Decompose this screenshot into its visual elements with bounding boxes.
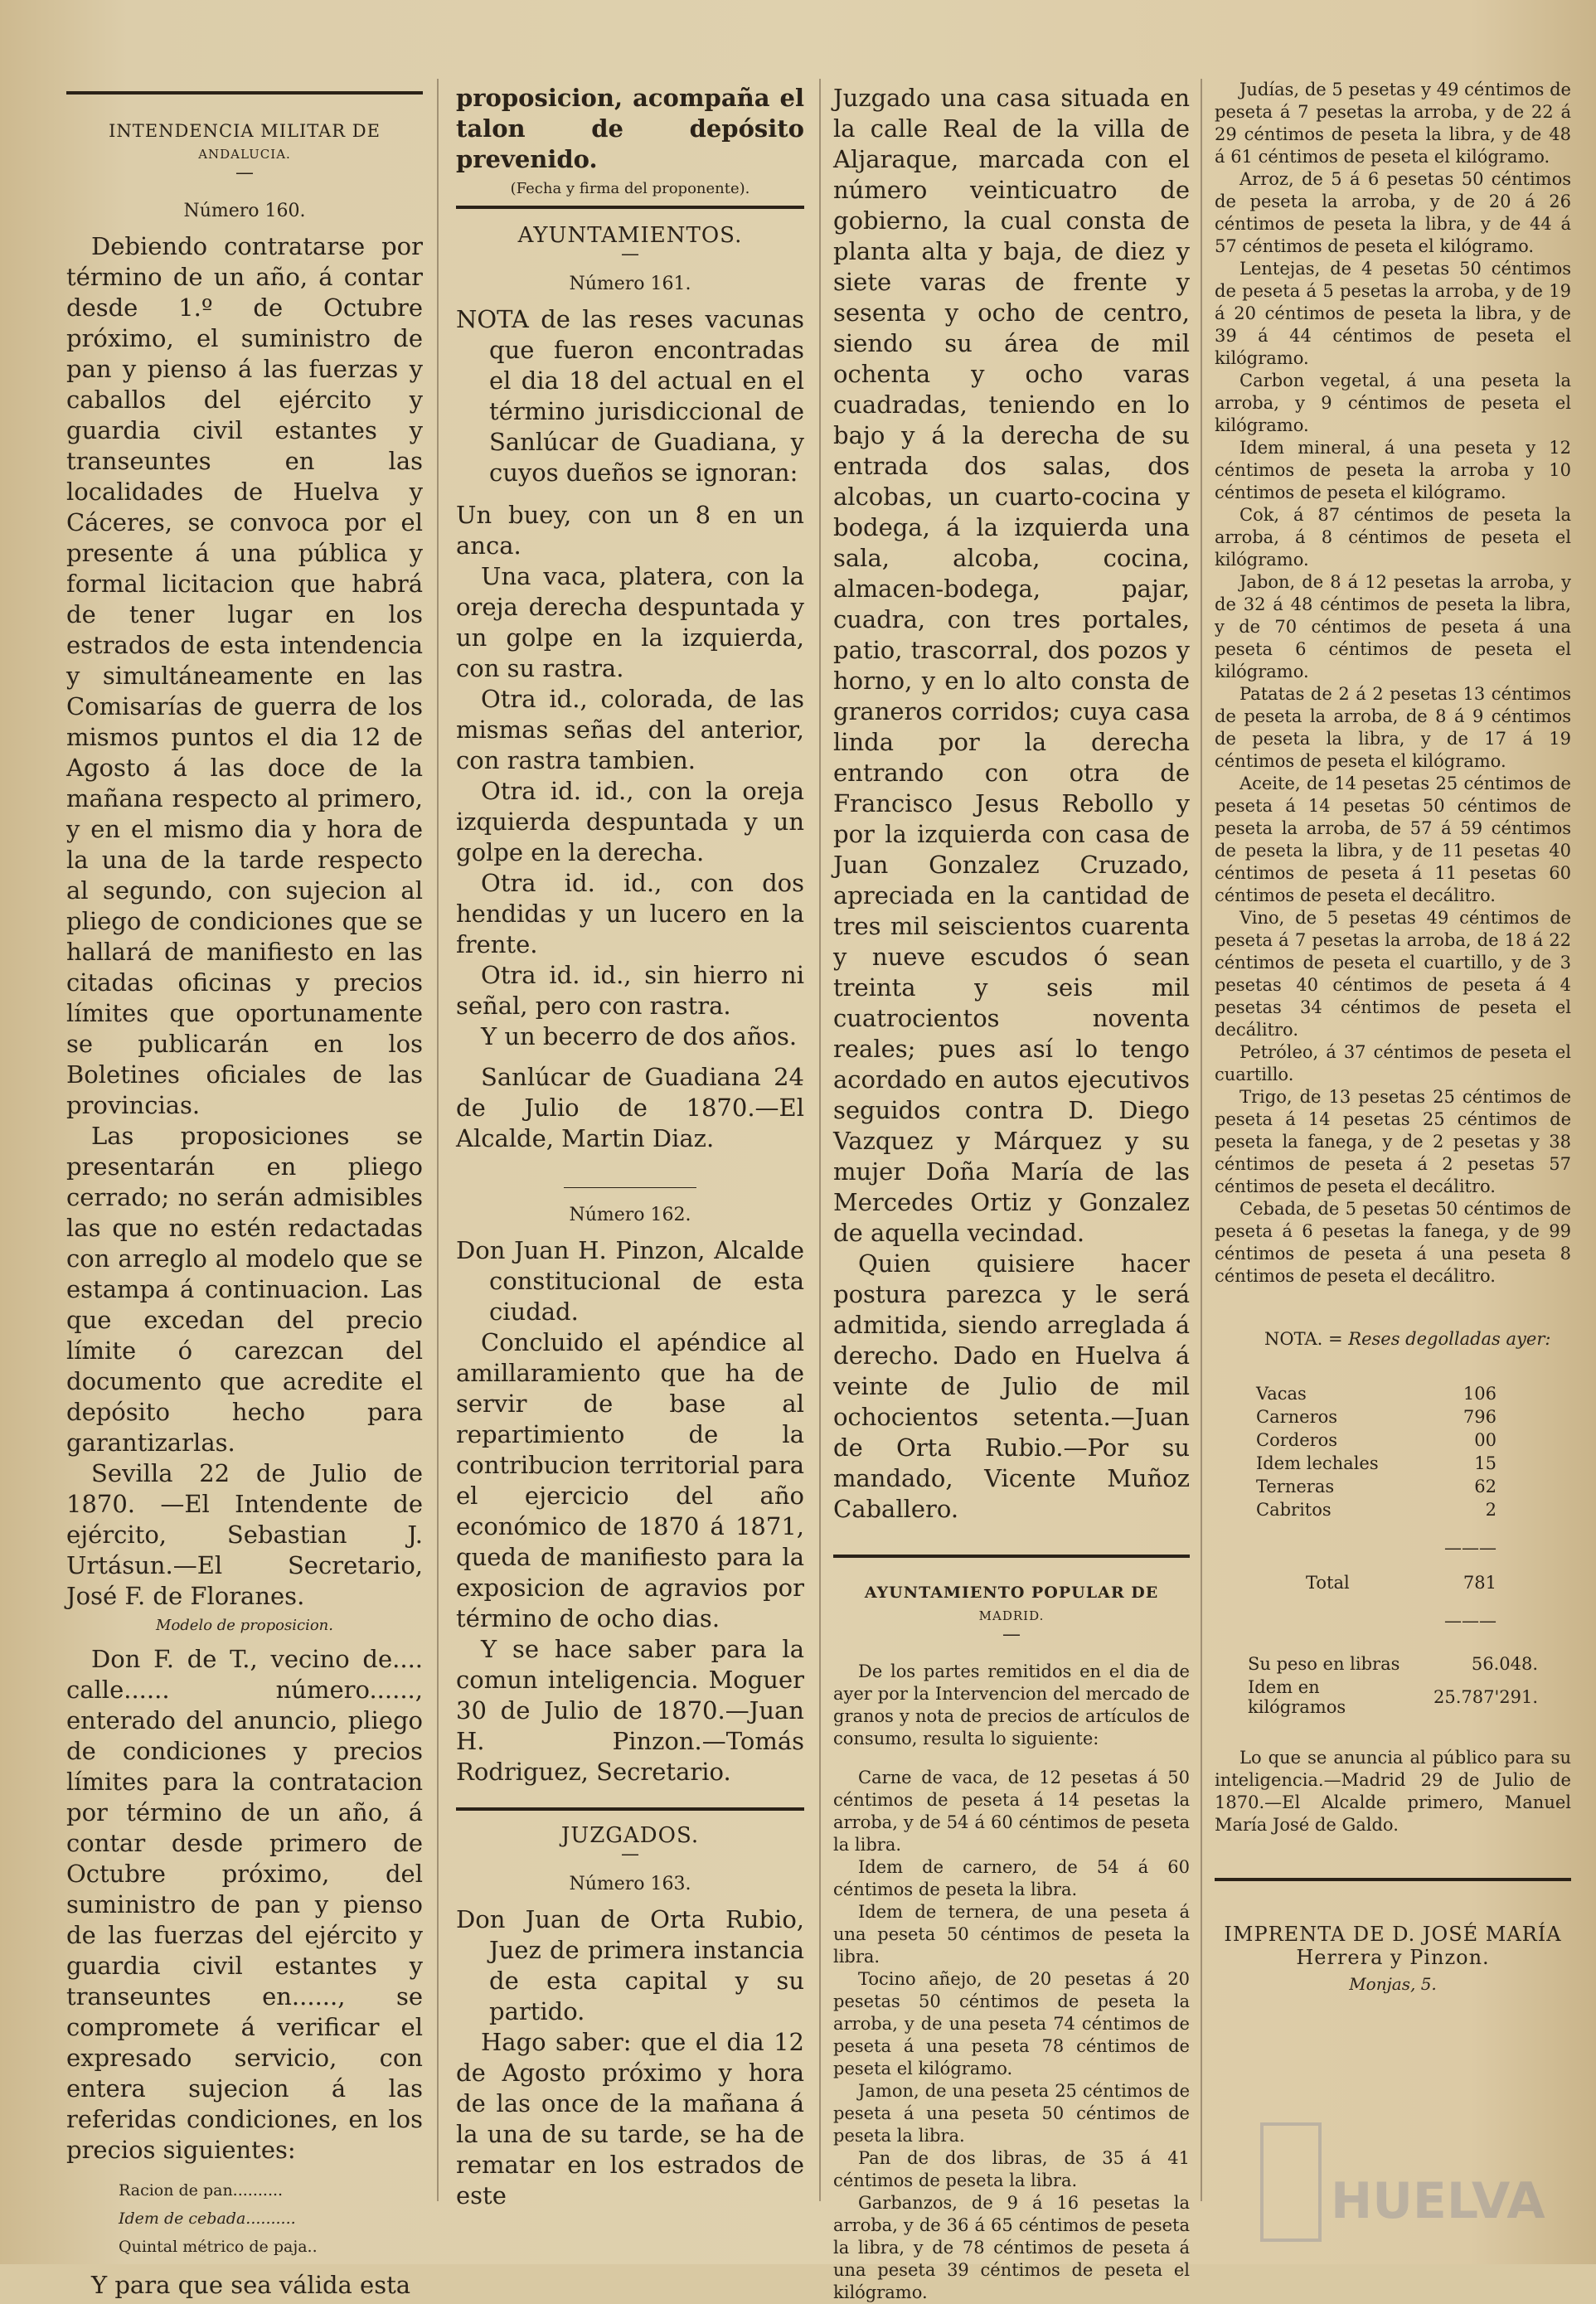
row-value: 00 [1474,1430,1497,1450]
price-item: Cok, á 87 céntimos de peseta la arroba, á 8 céntimos de peseta el kilógramo. [1215,505,1571,570]
notice-number: Número 160. [183,201,306,221]
row-value: 106 [1463,1384,1497,1404]
column-3 [833,83,1190,2304]
notice-number: Número 163. [569,1874,691,1894]
row-value: 25.787'291. [1433,1687,1538,1707]
slaughter-table [1256,1382,1497,1632]
notice-paragraph: Debiendo contratarse por término de un año, á contar desde 1.º de Octubre próximo, el suministro de pan y pienso á las fuerzas y caballos del ejército y guardia civil estantes y transeuntes en las localidades de Huelva y Cáceres, se convoca por el presente á una pública y formal licitacion que habrá de tener lugar en los estrados de esta intendencia y simultáneamente en las Comisarías de guerra de los mismos puntos el dia 12 de Agosto á las doce de la mañana respecto al primero, y en el mismo dia y hora de la una de la tarde respecto al segundo, con sujecion al pliego de condiciones que se hallará de manifiesto en las citadas oficinas y precios límites que oportunamente se publicarán en los Boletines oficiales de las provincias. [66,232,423,1119]
section-heading: INTENDENCIA MILITAR DE [109,121,381,141]
ration-item: Racion de pan.......... [119,2181,284,2200]
total-value: 781 [1463,1573,1497,1593]
ration-item: Quintal métrico de paja.. [119,2238,318,2256]
notice-title: Don Juan H. Pinzon, Alcalde constitucional de esta ciudad. [456,1236,804,1326]
sum-rule: ——— [1444,1538,1497,1558]
price-item: Lentejas, de 4 pesetas 50 céntimos de peseta á 5 pesetas la arroba, y de 19 á 20 céntimos de peseta la libra, y de 39 á 44 céntimos de peseta el kilógramo. [1215,259,1571,368]
table-row [1256,1452,1497,1475]
price-list [833,1767,1190,2304]
row-value: 796 [1463,1407,1497,1427]
price-item: Patatas de 2 á 2 pesetas 13 céntimos de peseta la arroba, de 8 á 9 céntimos de peseta la libra, y de 17 á 19 céntimos de peseta el kilógramo. [1215,684,1571,771]
price-item: Judías, de 5 pesetas y 49 céntimos de peseta á 7 pesetas la arroba, y de 22 á 29 céntimos de peseta la libra, y de 48 á 61 céntimos de peseta el kilógramo. [1215,80,1571,167]
price-item: Idem de carnero, de 54 á 60 céntimos de peseta la libra. [833,1857,1190,1899]
price-item: Jamon, de una peseta 25 céntimos de peseta á una peseta 50 céntimos de peseta la libra. [833,2081,1190,2146]
model-title: Modelo de proposicion. [156,1617,333,1634]
notice-signature: Sanlúcar de Guadiana 24 de Julio de 1870.—El Alcalde, Martin Diaz. [456,1063,804,1152]
printer-imprint: IMPRENTA DE D. JOSÉ MARÍA Herrera y Pinzon. [1224,1923,1562,1969]
cattle-item: Otra id., colorada, de las mismas señas del anterior, con rastra tambien. [456,685,804,774]
section-heading: JUZGADOS. [560,1823,700,1848]
section-subheading: ANDALUCIA. [198,147,291,162]
column-divider [819,79,821,2201]
ration-list [116,2175,320,2262]
total-row [1256,1559,1497,1594]
price-item: Idem mineral, á una peseta y 12 céntimos de peseta la arroba y 10 céntimos de peseta el kilógramo. [1215,438,1571,502]
price-list [1215,79,1571,1288]
price-item: Pan de dos libras, de 35 á 41 céntimos de peseta la libra. [833,2148,1190,2190]
column-divider [437,79,439,2201]
section-heading: AYUNTAMIENTO POPULAR DE [864,1584,1159,1602]
top-rule [66,91,423,95]
signature-note: (Fecha y firma del proponente). [510,180,750,197]
row-label: Terneras [1256,1477,1335,1496]
cattle-item: Una vaca, platera, con la oreja derecha despuntada y un golpe en la izquierda, con su rastra. [456,562,804,682]
total-label: Total [1306,1573,1350,1593]
slaughter-note-heading: NOTA. = Reses degolladas ayer: [1264,1329,1551,1349]
column-4 [1215,79,1571,1994]
section-rule [456,206,804,209]
table-row [1256,1405,1497,1428]
row-label: Carneros [1256,1407,1338,1427]
row-label: Cabritos [1256,1500,1332,1520]
library-stamp [1260,2122,1545,2247]
notice-number: Número 162. [569,1205,691,1225]
printer-address: Monjas, 5. [1349,1974,1437,1994]
nota-subtitle: Reses degolladas ayer: [1348,1329,1551,1349]
price-item: Arroz, de 5 á 6 pesetas 50 céntimos de peseta la arroba, y de 20 á 26 céntimos de peseta la libra, y de 44 á 57 céntimos de peseta el kilógramo. [1215,169,1571,256]
table-row [1248,1652,1538,1676]
closing-paragraph: Lo que se anuncia al público para su inteligencia.—Madrid 29 de Julio de 1870.—El Alcalde primero, Manuel María José de Galdo. [1215,1748,1571,1835]
column-2 [456,83,804,2211]
notice-paragraph: Quien quisiere hacer postura parezca y le será admitida, siendo arreglada á derecho. Dado en Huelva á veinte de Julio de mil ochocientos setenta.—Juan de Orta Rubio.—Por su mandado, Vicente Muñoz Caballero. [833,1249,1190,1523]
section-heading: AYUNTAMIENTOS. [517,223,743,248]
row-label: Corderos [1256,1430,1338,1450]
notice-paragraph: Las proposiciones se presentarán en pliego cerrado; no serán admisibles las que no estén redactadas con arreglo al modelo que se estampa á continuacion. Las que excedan del precio límite ó carezcan del documento que acredite el depósito hecho para garantizarlas. [66,1122,423,1457]
cattle-item: Otra id. id., con la oreja izquierda despuntada y un golpe en la derecha. [456,777,804,866]
row-label: Idem lechales [1256,1453,1379,1473]
separator: — [621,1844,639,1865]
separator-rule [564,1187,696,1188]
row-value: 56.048. [1471,1654,1538,1674]
section-rule [456,1807,804,1811]
stamp-text: HUELVA [1331,2172,1545,2230]
continued-paragraph: Juzgado una casa situada en la calle Real de la villa de Aljaraque, marcada con el número veinticuatro de gobierno, la cual consta de planta alta y baja, de diez y siete varas de frente y sesenta y ocho de centro, siendo su área de mil ochenta y ocho varas cuadradas, teniendo en lo bajo y á la derecha de su entrada dos salas, dos alcobas, un cuarto-cocina y bodega, á la izquierda una sala, alcoba, cocina, almacen-bodega, pajar, cuadra, con tres portales, patio, trascorral, dos pozos y horno, y en lo alto consta de graneros corridos; cuya casa linda por la derecha entrando con otra de Francisco Jesus Rebollo y por la izquierda con casa de Juan Gonzalez Cruzado, apreciada en la cantidad de tres mil seiscientos cuarenta y nueve escudos ó sean treinta y seis mil cuatrocientos noventa reales; pues así lo tengo acordado en autos ejecutivos seguidos contra D. Diego Vazquez y Márquez y su mujer Doña María de las Mercedes Ortiz y Gonzalez de aquella vecindad. [833,84,1190,1247]
column-divider [1201,79,1202,2201]
table-row [1256,1498,1497,1521]
price-item: Garbanzos, de 9 á 16 pesetas la arroba, y de 36 á 65 céntimos de peseta la libra, y de 78 céntimos de peseta á una peseta 39 céntimos de peseta el kilógramo. [833,2193,1190,2302]
continued-paragraph: proposicion, acompaña el talon de depósito prevenido. [456,84,804,173]
price-item: Petróleo, á 37 céntimos de peseta el cuartillo. [1215,1042,1571,1084]
section-rule [833,1555,1190,1558]
separator: — [1002,1624,1021,1645]
row-value: 15 [1474,1453,1497,1473]
price-item: Idem de ternera, de una peseta á una peseta 50 céntimos de peseta la libra. [833,1902,1190,1967]
model-paragraph: Y para que sea válida esta [91,2271,411,2299]
notice-paragraph: Hago saber: que el dia 12 de Agosto próximo y hora de las once de la mañana á la una de su tarde, se ha de rematar en los estrados de este [456,2028,804,2209]
cattle-item: Y un becerro de dos años. [481,1022,798,1050]
cattle-item: Un buey, con un 8 en un anca. [456,501,804,560]
ration-item: Idem de cebada.......... [119,2209,296,2228]
section-subheading: MADRID. [978,1608,1045,1623]
table-row [1248,1676,1538,1719]
price-item: Jabon, de 8 á 12 pesetas la arroba, y de 32 á 48 céntimos de peseta la libra, y de 70 céntimos de peseta á una peseta 6 céntimos de peseta el kilógramo. [1215,572,1571,681]
sum-rule: ——— [1444,1611,1497,1631]
column-1 [66,83,423,2301]
model-paragraph: Don F. de T., vecino de.... calle...... número......, enterado del anuncio, pliego de condiciones y precios límites para la contratacion por término de un año, á contar desde primero de Octubre próximo, del suministro de pan y pienso de las fuerzas del ejército y guardia civil estantes y transeuntes en......, se compromete á verificar el expresado servicio, con entera sujecion á las referidas condiciones, en los precios siguientes: [66,1645,423,2164]
table-row [1256,1475,1497,1498]
cattle-item: Otra id. id., con dos hendidas y un lucero en la frente. [456,869,804,958]
row-value: 62 [1474,1477,1497,1496]
row-label: Idem en kilógramos [1248,1677,1346,1717]
table-row [1256,1382,1497,1405]
weight-table [1248,1652,1538,1719]
notice-number: Número 161. [569,274,691,294]
table-row [1256,1428,1497,1452]
notice-title: Don Juan de Orta Rubio, Juez de primera instancia de esta capital y su partido. [456,1905,804,2025]
stamp-emblem [1262,2124,1320,2240]
notice-paragraph: Y se hace saber para la comun inteligencia. Moguer 30 de Julio de 1870.—Juan H. Pinzon.—Tomás Rodriguez, Secretario. [456,1635,804,1786]
cattle-list [456,500,804,1052]
price-item: Tocino añejo, de 20 pesetas á 20 pesetas 50 céntimos de peseta la arroba, y de una peseta 74 céntimos de peseta á una peseta 78 céntimos de peseta el kilógramo. [833,1969,1190,2078]
separator: — [235,162,254,183]
notice-paragraph: NOTA de las reses vacunas que fueron encontradas el dia 18 del actual en el término jurisdiccional de Sanlúcar de Guadiana, y cuyos dueños se ignoran: [456,305,804,487]
separator: — [621,244,639,264]
price-item: Carbon vegetal, á una peseta la arroba, y 9 céntimos de peseta el kilógramo. [1215,371,1571,435]
notice-signature: Sevilla 22 de Julio de 1870. —El Intendente de ejército, Sebastian J. Urtásun.—El Secretario, José F. de Floranes. [66,1459,423,1610]
row-label: Su peso en libras [1248,1654,1400,1674]
row-value: 2 [1485,1500,1497,1520]
price-item: Trigo, de 13 pesetas 25 céntimos de peseta á 14 pesetas 25 céntimos de peseta la fanega, y de 2 pesetas y 38 céntimos de peseta á 2 pesetas 57 céntimos de peseta el decálitro. [1215,1087,1571,1196]
price-item: Vino, de 5 pesetas 49 céntimos de peseta á 7 pesetas la arroba, de 18 á 22 céntimos de peseta el cuartillo, y de 3 pesetas 40 céntimos de peseta á 4 pesetas 34 céntimos de peseta el decálitro. [1215,908,1571,1040]
notice-paragraph: Concluido el apéndice al amillaramiento que ha de servir de base al repartimiento de la contribucion territorial para el ejercicio del año económico de 1870 á 1871, queda de manifiesto para la exposicion de agravios por término de ocho dias. [456,1328,804,1632]
price-item: Carne de vaca, de 12 pesetas á 50 céntimos de peseta á 14 pesetas la arroba, y de 54 á 60 céntimos de peseta la libra. [833,1768,1190,1855]
cattle-item: Otra id. id., sin hierro ni señal, pero con rastra. [456,961,804,1020]
market-intro: De los partes remitidos en el dia de ayer por la Intervencion del mercado de granos y nota de precios de artículos de consumo, resulta lo siguiente: [833,1661,1190,1749]
price-item: Cebada, de 5 pesetas 50 céntimos de peseta á 6 pesetas la fanega, y de 99 céntimos de peseta á una peseta 8 céntimos de peseta el decálitro. [1215,1199,1571,1286]
row-label: Vacas [1256,1384,1307,1404]
price-item: Aceite, de 14 pesetas 25 céntimos de peseta á 14 pesetas 50 céntimos de peseta la arroba, de 57 á 59 céntimos de peseta la libra, y de 11 pesetas 40 céntimos de peseta á 11 pesetas 60 céntimos de peseta el decálitro. [1215,774,1571,905]
section-rule [1215,1878,1571,1881]
nota-label: NOTA. [1264,1329,1323,1349]
